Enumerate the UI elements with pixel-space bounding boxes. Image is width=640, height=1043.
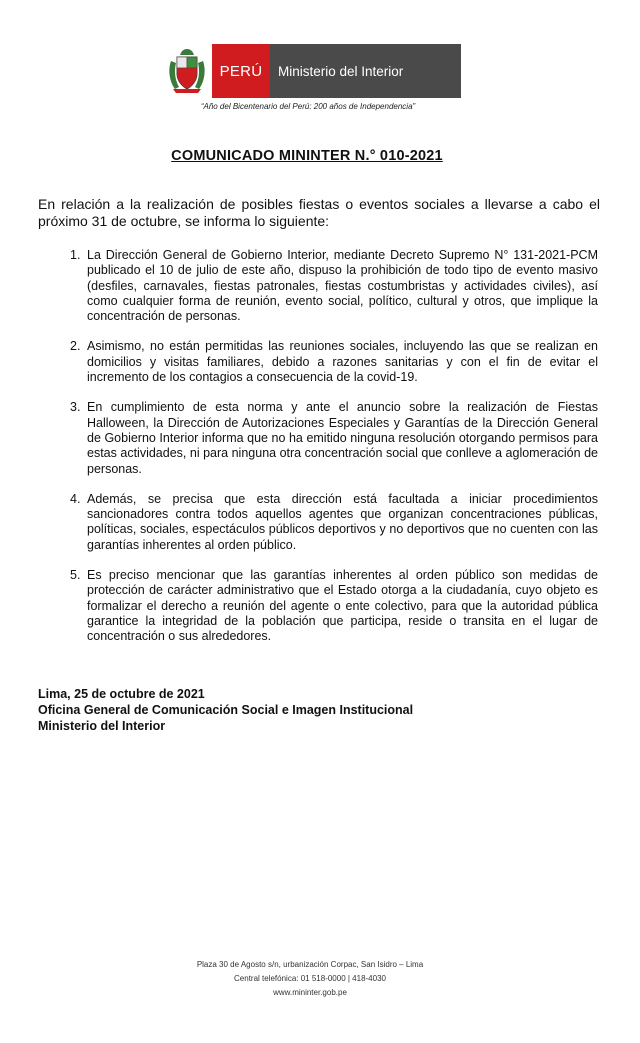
ministry-logo-banner <box>162 44 461 98</box>
numbered-list <box>70 248 598 660</box>
ministry-label: Ministerio del Interior <box>270 44 461 98</box>
list-item-number: 5. <box>70 568 81 583</box>
list-item-number: 2. <box>70 339 81 354</box>
list-item <box>70 400 598 476</box>
list-item <box>70 568 598 644</box>
list-item-number: 4. <box>70 491 81 506</box>
document-title: COMUNICADO MININTER N.° 010-2021 <box>171 148 443 164</box>
list-item-number: 1. <box>70 248 81 262</box>
list-item-text: Asimismo, no están permitidas las reuniones sociales, incluyendo las que se realizan en domicilios y visitas familiares, debido a razones sanitarias y con el fin de evitar el incremento de los contagios a consecuencia de la covid-19. <box>87 339 598 385</box>
page-footer <box>0 958 620 1000</box>
place-date: Lima, 25 de octubre de 2021 <box>38 687 205 701</box>
issuing-office: Oficina General de Comunicación Social e Imagen Institucional <box>38 703 414 717</box>
footer-website: www.mininter.gob.pe <box>273 988 347 997</box>
list-item-text: La Dirección General de Gobierno Interior, mediante Decreto Supremo N° 131-2021-PCM publicado el 10 de julio de este año, dispuso la prohibición de todo tipo de evento masivo (desfiles, carnavales, fiestas patronales, fiestas costumbristas y actividades civiles), así como cualquier forma de reunión, evento social, político, cultural y otros, que implique la concentración de personas. <box>87 248 598 324</box>
coat-of-arms-icon <box>162 44 212 98</box>
year-motto: “Año del Bicentenario del Perú: 200 años de Independencia” <box>200 102 416 111</box>
list-item <box>70 248 598 324</box>
footer-address: Plaza 30 de Agosto s/n, urbanización Corpac, San Isidro – Lima <box>196 960 424 969</box>
list-item-text: Además, se precisa que esta dirección está facultada a iniciar procedimientos sancionadores contra todos aquellos agentes que organizan concentraciones públicas, políticas, sociales, espectáculos públicos deportivos y no deportivos que no cuenten con las garantías inherentes al orden público. <box>87 491 598 552</box>
intro-paragraph: En relación a la realización de posibles fiestas o eventos sociales a llevarse a cabo el próximo 31 de octubre, se informa lo siguiente: <box>38 196 600 229</box>
list-item <box>70 339 598 385</box>
list-item-text: Es preciso mencionar que las garantías inherentes al orden público son medidas de protección de carácter administrativo que el Estado otorga a la ciudadanía, cuyo objeto es formalizar el derecho a reunión del agente o ente colectivo, para que la autoridad pública garantice la integridad de la población que participa, reside o transita en el lugar de concentración o sus alrededores. <box>87 568 598 644</box>
list-item-number: 3. <box>70 400 81 415</box>
list-item <box>70 492 598 553</box>
list-item-text: En cumplimiento de esta norma y ante el anuncio sobre la realización de Fiestas Halloween, la Dirección de Autorizaciones Especiales y Garantías de la Dirección General de Gobierno Interior informa que no ha emitido ninguna resolución otorgando permisos para estas actividades, ni para ninguna otra concentración social que conlleve a aglomeración de personas. <box>87 400 598 476</box>
peru-label: PERÚ <box>212 44 270 98</box>
footer-phone: Central telefónica: 01 518-0000 | 418-4030 <box>234 974 386 983</box>
signature-block <box>38 686 413 734</box>
issuing-ministry: Ministerio del Interior <box>38 719 166 733</box>
